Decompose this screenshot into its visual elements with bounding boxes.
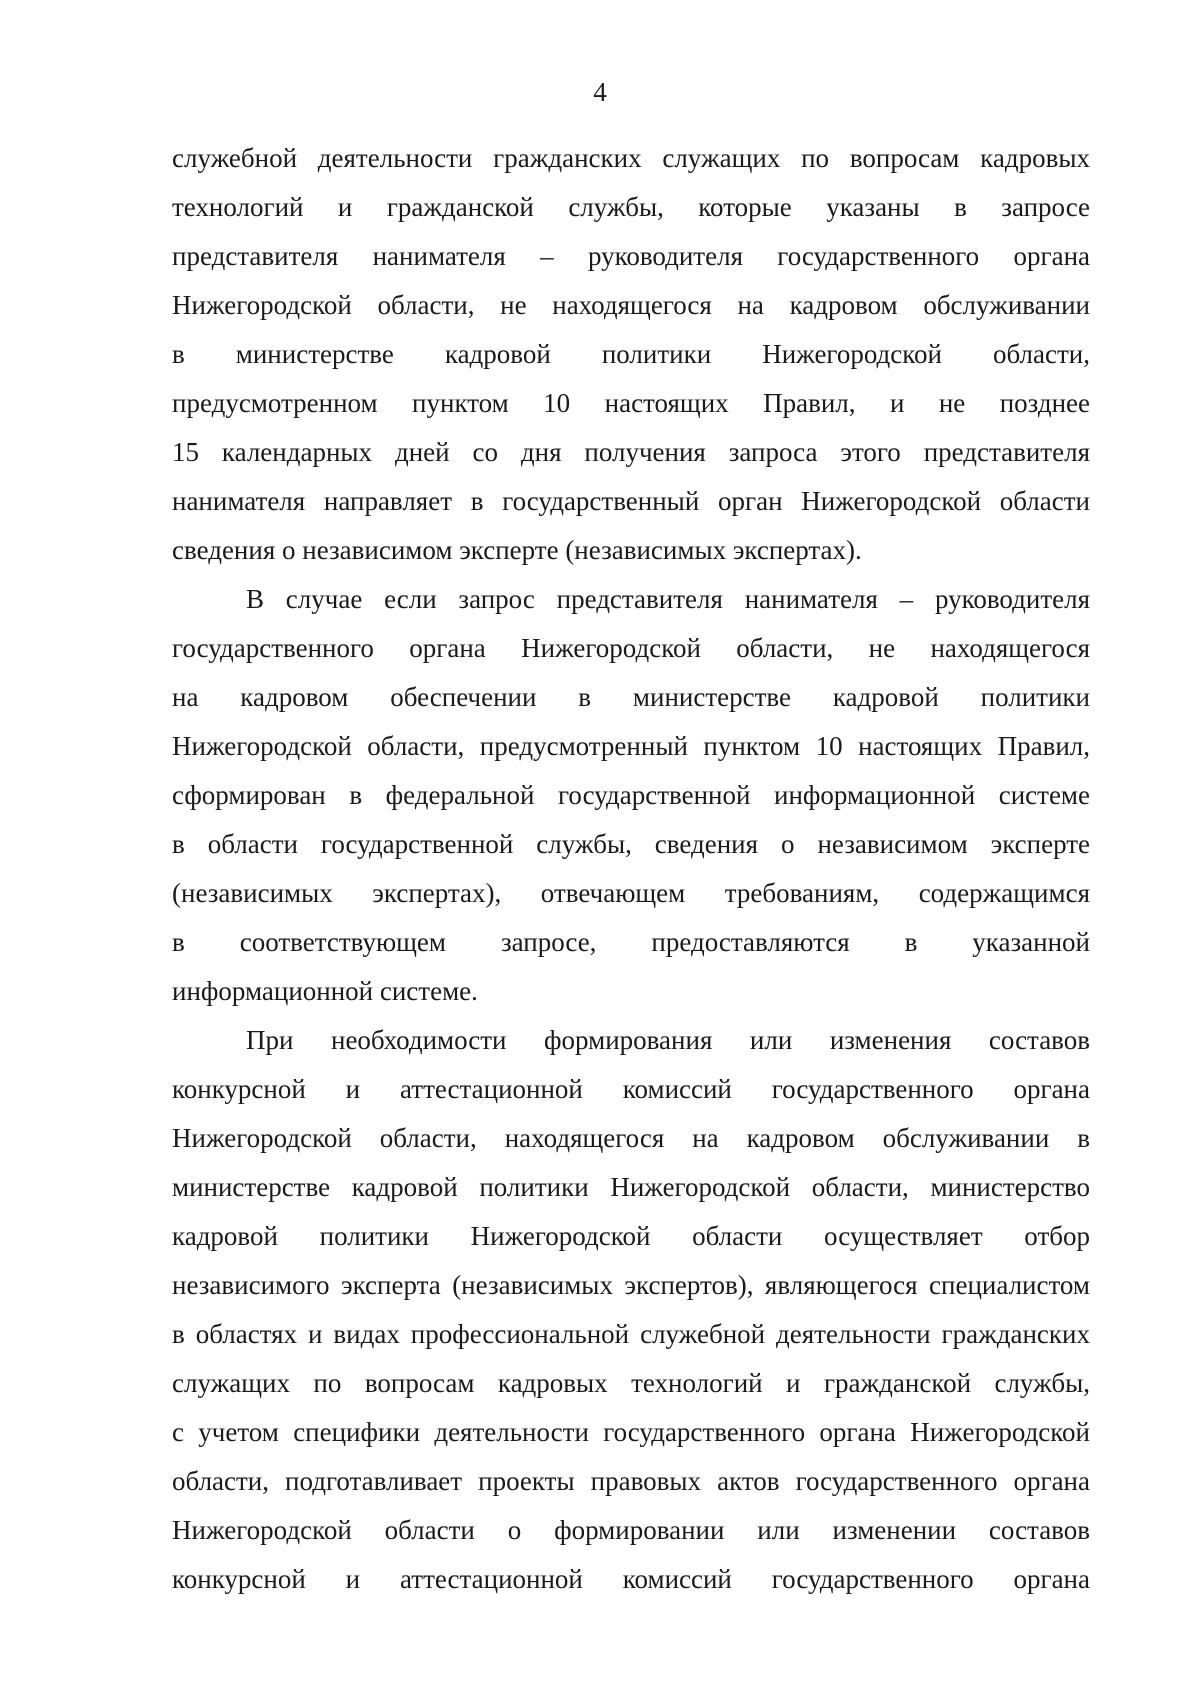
text-line: министерстве кадровой политики Нижегородской области, министерство — [172, 1172, 1090, 1202]
text-line: При необходимости формирования или изменения составов — [246, 1025, 1090, 1055]
text-line: кадровой политики Нижегородской области осуществляет отбор — [172, 1221, 1090, 1251]
text-line: на кадровом обеспечении в министерстве кадровой политики — [172, 682, 1090, 712]
paragraph-3 — [172, 1016, 1090, 1604]
text-line: в областях и видах профессиональной служебной деятельности гражданских — [172, 1319, 1090, 1349]
text-line: в области государственной службы, сведения о независимом эксперте — [172, 829, 1090, 859]
text-line: (независимых экспертах), отвечающем требованиям, содержащимся — [172, 878, 1090, 908]
text-line: сведения о независимом эксперте (независимых экспертах). — [172, 535, 862, 565]
paragraph-2 — [172, 575, 1090, 1016]
text-line: конкурсной и аттестационной комиссий государственного органа — [172, 1564, 1090, 1594]
text-line: информационной системе. — [172, 976, 478, 1006]
text-line: независимого эксперта (независимых экспертов), являющегося специалистом — [172, 1270, 1090, 1300]
text-line: в соответствующем запросе, предоставляются в указанной — [172, 927, 1090, 957]
text-line: в министерстве кадровой политики Нижегородской области, — [172, 339, 1090, 369]
text-line: 15 календарных дней со дня получения запроса этого представителя — [172, 437, 1090, 467]
text-line: В случае если запрос представителя нанимателя – руководителя — [246, 584, 1090, 614]
text-line: технологий и гражданской службы, которые указаны в запросе — [172, 192, 1090, 222]
document-body — [172, 134, 1090, 1604]
text-line: государственного органа Нижегородской области, не находящегося — [172, 633, 1090, 663]
paragraph-1 — [172, 134, 1090, 575]
text-line: Нижегородской области, находящегося на кадровом обслуживании в — [172, 1123, 1090, 1153]
text-line: с учетом специфики деятельности государственного органа Нижегородской — [172, 1417, 1090, 1447]
text-line: предусмотренном пунктом 10 настоящих Правил, и не позднее — [172, 388, 1090, 418]
text-line: Нижегородской области, не находящегося на кадровом обслуживании — [172, 290, 1090, 320]
text-line: нанимателя направляет в государственный орган Нижегородской области — [172, 486, 1090, 516]
page-number: 4 — [593, 77, 607, 107]
text-line: конкурсной и аттестационной комиссий государственного органа — [172, 1074, 1090, 1104]
text-line: области, подготавливает проекты правовых актов государственного органа — [172, 1466, 1090, 1496]
text-line: Нижегородской области о формировании или изменении составов — [172, 1515, 1090, 1545]
text-line: служебной деятельности гражданских служащих по вопросам кадровых — [172, 143, 1090, 173]
text-line: сформирован в федеральной государственной информационной системе — [172, 780, 1090, 810]
text-line: служащих по вопросам кадровых технологий и гражданской службы, — [172, 1368, 1090, 1398]
text-line: Нижегородской области, предусмотренный пунктом 10 настоящих Правил, — [172, 731, 1090, 761]
text-line: представителя нанимателя – руководителя государственного органа — [172, 241, 1090, 271]
